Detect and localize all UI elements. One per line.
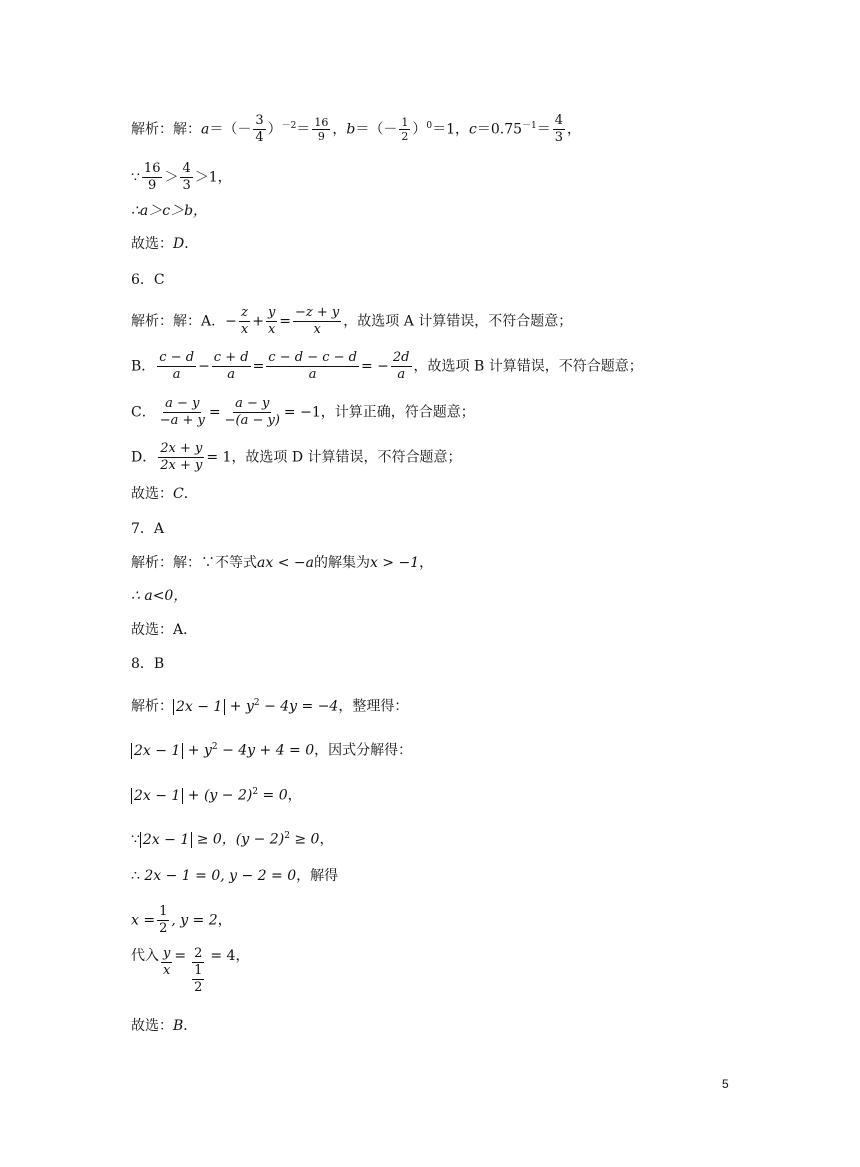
answer-line: 故选：A． (131, 622, 198, 638)
fraction (399, 116, 410, 143)
operator: − (225, 313, 237, 330)
conclusion-line: ∴a＞c＞b， (131, 203, 208, 219)
numerator: a − y (235, 396, 270, 411)
option-a-line (131, 305, 572, 338)
operator: = (252, 358, 265, 375)
conclusion-line: ∴ a<0， (131, 588, 188, 604)
answer: B (173, 1018, 184, 1034)
fraction (266, 350, 359, 383)
operator: − (198, 358, 210, 375)
text: ， (287, 787, 302, 804)
numerator: 1 (159, 904, 168, 919)
text: ＝0.75 (476, 121, 523, 138)
numerator: 1 (194, 963, 203, 978)
fraction (391, 350, 412, 383)
text: ， (419, 555, 434, 571)
math-inequality: ax < −a (257, 555, 314, 571)
text: 故选： (131, 486, 173, 502)
answer-line (131, 1016, 197, 1036)
text: ，计算正确，符合题意； (320, 404, 475, 421)
numerator: c + d (213, 350, 249, 365)
text: ） (267, 121, 282, 138)
math-line (131, 904, 232, 937)
fraction (312, 116, 330, 143)
numerator: y (163, 946, 171, 961)
math-line (131, 826, 333, 850)
operator: = (208, 404, 221, 421)
math: + (y − 2) (183, 787, 253, 804)
question-8-header: 8．B (131, 656, 165, 672)
fraction (293, 305, 341, 338)
option-d-line (131, 441, 462, 474)
text: ． (184, 236, 199, 252)
denominator: x (240, 322, 249, 337)
text: ，故选项 D 计算错误，不符合题意； (231, 449, 462, 466)
answer-line (131, 234, 198, 254)
math: − 4y = −4 (259, 698, 339, 715)
fraction (266, 305, 277, 338)
text: 故选： (131, 1018, 173, 1034)
answer-line (131, 484, 198, 504)
operator: + (252, 313, 264, 330)
denominator: x (163, 963, 171, 978)
text: ＝1， (432, 121, 469, 138)
absolute-value: 2x − 1 (131, 788, 183, 804)
exponent: 2 (253, 698, 260, 708)
denominator: a (172, 367, 181, 382)
denominator: a (227, 367, 236, 382)
fraction (553, 113, 565, 146)
fraction (223, 396, 282, 429)
text: ，故选项 B 计算错误，不符合题意； (413, 358, 643, 375)
math-line (131, 946, 249, 996)
numerator: −z + y (295, 305, 340, 320)
text: 的解集为 (313, 555, 370, 571)
exponent: 2 (284, 831, 290, 841)
operator: = − (360, 358, 389, 375)
text: D． (131, 449, 157, 466)
answer: D (173, 236, 185, 252)
var-a: a (201, 121, 210, 138)
numerator: c − d − c − d (268, 350, 357, 365)
fraction (157, 350, 196, 383)
fraction (180, 161, 192, 194)
exponent: 2 (211, 742, 218, 752)
denominator: −a + y (159, 413, 205, 428)
text: ，因式分解得： (314, 742, 413, 759)
math: + y (225, 698, 254, 715)
fraction (161, 946, 172, 979)
text: ＝ (296, 121, 311, 138)
text: 故选： (131, 236, 173, 252)
denominator: x (267, 322, 276, 337)
numerator: a − y (165, 396, 200, 411)
numerator: 3 (255, 113, 264, 128)
absolute-value: 2x − 1 (173, 699, 225, 715)
absolute-value: 2x − 1 (140, 832, 192, 848)
fraction (253, 113, 265, 146)
denominator: 9 (317, 130, 325, 143)
numerator: z (241, 305, 248, 320)
var-c: c (469, 121, 477, 138)
numerator: 2d (392, 350, 410, 365)
option-b-line (131, 350, 643, 383)
numerator: y (267, 305, 276, 320)
numerator: c − d (159, 350, 195, 365)
text: ＝（－ (209, 121, 252, 138)
math: 2x − 1 = 0, y − 2 = 0 (144, 868, 297, 884)
denominator: a (308, 367, 317, 382)
because-symbol: ∵ (131, 169, 140, 186)
text: ，解得 (296, 868, 339, 884)
math-line (131, 866, 338, 886)
denominator: 3 (554, 130, 564, 145)
solution-7-line (131, 553, 433, 573)
answer: C (173, 486, 184, 502)
text: 解析： (131, 698, 173, 715)
operator: = (279, 313, 292, 330)
denominator: 2x + y (160, 458, 203, 473)
text: ＝（－ (355, 121, 398, 138)
numerator: 2 (194, 946, 203, 961)
solution-8-line (131, 693, 408, 717)
math-line (131, 737, 412, 761)
operator: = 1 (206, 449, 232, 466)
compound-fraction (188, 946, 208, 996)
page-number: 5 (722, 1077, 729, 1091)
numerator: 1 (401, 116, 409, 129)
fraction (239, 305, 250, 338)
text: ， (235, 948, 250, 964)
var-b: b (346, 121, 356, 138)
text: ，故选项 A 计算错误，不符合题意； (343, 313, 573, 330)
fraction (157, 904, 169, 937)
operator: = (174, 948, 187, 964)
math: = 0 (258, 787, 288, 804)
numerator: 4 (182, 161, 191, 176)
math: + y (183, 742, 212, 759)
denominator: 2 (401, 130, 409, 143)
solution-5-line (131, 113, 581, 146)
denominator: 2 (159, 921, 168, 936)
text: ， (319, 831, 334, 848)
numerator: 16 (314, 116, 329, 129)
numerator: 4 (554, 113, 564, 128)
denominator: a (397, 367, 406, 382)
fraction (142, 161, 163, 194)
denominator: 2 (194, 980, 203, 995)
math: ≥ 0，(y − 2) (192, 831, 285, 848)
text: ＞1， (194, 169, 232, 186)
text: 解析：解：A． (131, 313, 226, 330)
denominator (188, 963, 208, 996)
text: ＝ (536, 121, 551, 138)
because-symbol: ∵ (131, 831, 140, 848)
fraction (158, 441, 204, 474)
question-7-header: 7．A (131, 521, 165, 537)
option-c-line (131, 396, 475, 429)
operator: = −1 (283, 404, 321, 421)
text: ） (412, 121, 427, 138)
denominator: 4 (255, 130, 264, 145)
text: 解析：解： (131, 121, 201, 138)
text: ． (183, 486, 198, 502)
denominator: 9 (148, 178, 157, 193)
text: ， (332, 121, 347, 138)
text: B． (131, 358, 156, 375)
math-line (131, 782, 302, 806)
absolute-value: 2x − 1 (131, 743, 183, 759)
math-solution: x > −1 (369, 555, 420, 571)
text: ， (567, 121, 582, 138)
numerator: 16 (143, 161, 161, 176)
fraction (158, 396, 207, 429)
text: ＞ (164, 169, 179, 186)
math: x = (131, 912, 156, 929)
math: − 4y + 4 = 0 (217, 742, 315, 759)
math: , y = 2 (171, 912, 218, 929)
exponent: －1 (522, 120, 537, 131)
operator: = 4 (210, 948, 236, 964)
comparison-line (131, 161, 232, 194)
text: ，整理得： (338, 698, 409, 715)
text: 解析：解：∵不等式 (131, 555, 257, 571)
exponent: 0 (426, 120, 433, 131)
exponent: 2 (252, 787, 259, 797)
denominator: −(a − y) (224, 413, 280, 428)
math: ≥ 0 (289, 831, 320, 848)
therefore-symbol: ∴ (131, 868, 145, 884)
fraction (192, 963, 204, 996)
text: 代入 (131, 948, 159, 964)
text: ． (183, 1018, 198, 1034)
denominator: 3 (182, 178, 191, 193)
denominator: x (313, 322, 321, 337)
exponent: －2 (281, 120, 297, 131)
text: ， (217, 912, 232, 929)
numerator: 2x + y (160, 441, 203, 456)
fraction (212, 350, 251, 383)
question-6-header: 6．C (131, 272, 165, 288)
text: C． (131, 404, 156, 421)
